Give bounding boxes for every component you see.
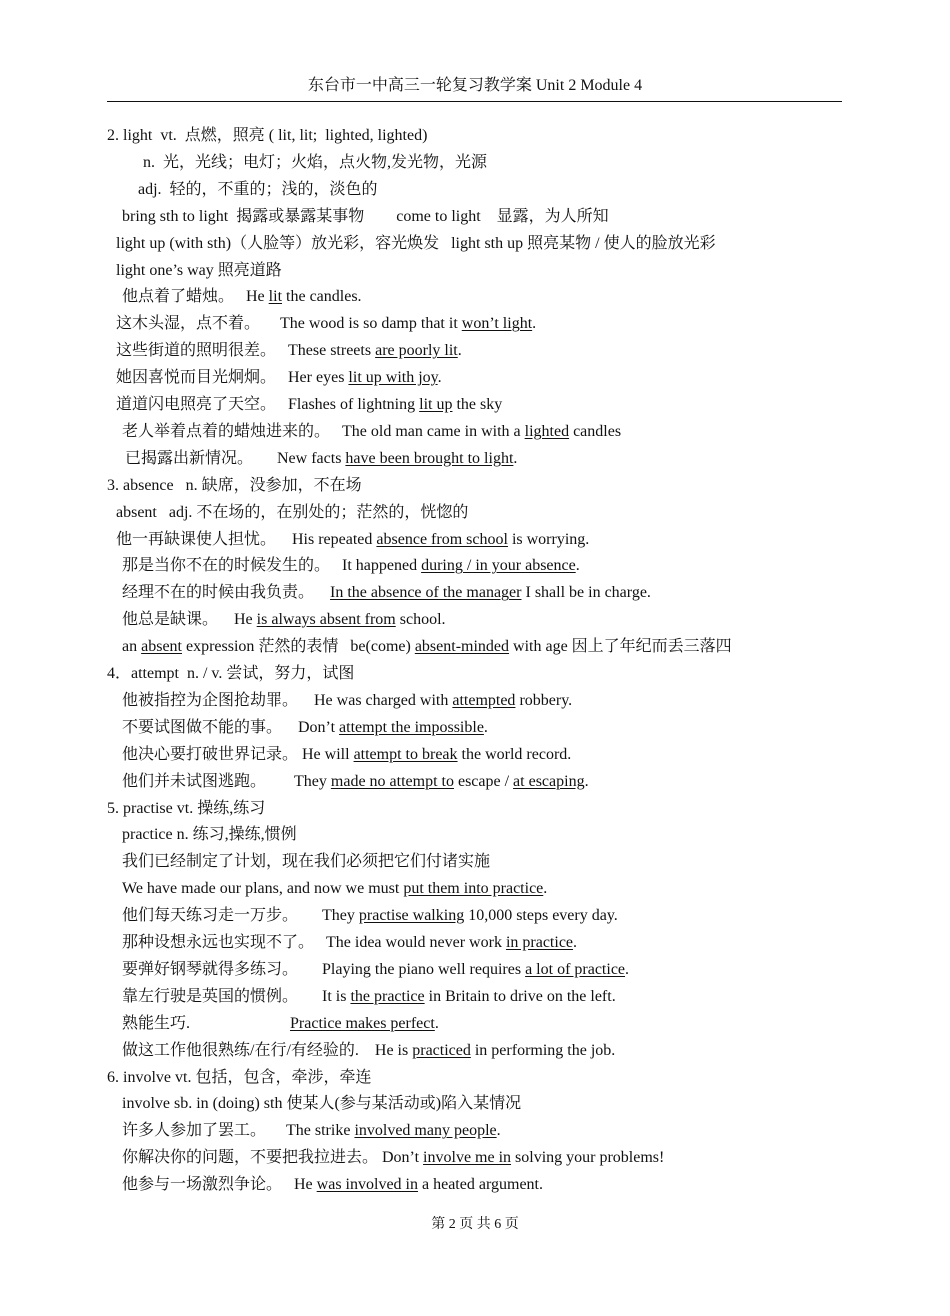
- text-line: [107, 799, 265, 819]
- text-run: a heated argument.: [418, 1176, 543, 1194]
- text-run: .: [437, 369, 442, 387]
- underlined-phrase: Practice makes perfect: [290, 1014, 435, 1032]
- underlined-phrase: put them into practice: [403, 880, 544, 898]
- text-run: 我们已经制定了计划，现在我们必须把它们付诸实施: [122, 853, 491, 871]
- text-run: practice n. 练习,操练,惯例: [122, 826, 297, 844]
- underlined-phrase: during / in your absence: [421, 557, 576, 575]
- text-line: [122, 691, 572, 711]
- text-line: [116, 314, 536, 334]
- text-line: [122, 852, 490, 872]
- underlined-phrase: made no attempt to: [330, 772, 454, 790]
- text-run: in Britain to drive on the left.: [424, 987, 616, 1005]
- text-run: solving your problems!: [511, 1149, 665, 1167]
- underlined-phrase: absent-minded: [414, 638, 510, 656]
- text-run: 2. light vt. 点燃，照亮 ( lit, lit; lighted, lighted): [107, 127, 428, 144]
- text-run: candles: [569, 422, 622, 440]
- text-run: 他决心要打破世界记录。 He will: [122, 745, 354, 763]
- underlined-phrase: is always absent from: [256, 611, 396, 629]
- text-run: absent adj. 不在场的，在别处的；茫然的，恍惚的: [116, 503, 469, 521]
- text-run: .: [584, 772, 589, 790]
- text-line: [122, 1175, 543, 1195]
- text-line: [122, 1121, 501, 1141]
- text-run: 那是当你不在的时候发生的。 It happened: [122, 557, 422, 575]
- text-run: an: [122, 638, 142, 656]
- text-line: [125, 449, 517, 469]
- text-line: [122, 556, 580, 576]
- text-run: 他们并未试图逃跑。 They: [122, 772, 331, 790]
- text-run: 这些街道的照明很差。 These streets: [116, 342, 376, 360]
- underlined-phrase: practiced: [412, 1041, 471, 1059]
- text-run: .: [434, 1014, 439, 1032]
- text-run: .: [543, 880, 548, 898]
- text-line: [122, 207, 609, 227]
- text-run: the sky: [452, 396, 503, 413]
- underlined-phrase: In the absence of the manager: [330, 584, 522, 602]
- text-line: [107, 476, 362, 496]
- text-run: .: [513, 449, 518, 467]
- page-number: 第 2 页 共 6 页: [431, 1217, 519, 1232]
- text-run: .: [457, 342, 462, 360]
- underlined-phrase: attempt to break: [353, 745, 458, 763]
- text-line: [107, 1068, 371, 1088]
- text-run: 那种设想永远也实现不了。 The idea would never work: [122, 934, 506, 951]
- text-run: 他被指控为企图抢劫罪。 He was charged with: [122, 691, 453, 709]
- text-run: 他们每天练习走一万步。 They: [122, 907, 359, 925]
- text-run: 道道闪电照亮了天空。 Flashes of lightning: [116, 396, 420, 413]
- text-run: school.: [395, 611, 446, 629]
- text-run: robbery.: [515, 691, 573, 709]
- text-run: .: [532, 315, 537, 333]
- text-run: 他参与一场激烈争论。 He: [122, 1176, 317, 1194]
- text-run: bring sth to light 揭露或暴露某事物 come to light 显露，为人所知: [122, 207, 609, 225]
- text-line: [122, 718, 488, 738]
- text-run: 10,000 steps every day.: [464, 907, 618, 925]
- underlined-phrase: absence from school: [376, 530, 508, 548]
- text-line: [122, 583, 651, 603]
- text-run: the candles.: [282, 288, 362, 306]
- underlined-phrase: at escaping: [513, 772, 585, 790]
- text-line: [143, 153, 487, 173]
- text-run: .: [573, 934, 578, 951]
- underlined-phrase: practise walking: [358, 907, 465, 925]
- text-run: light one’s way 照亮道路: [116, 261, 282, 279]
- text-run: .: [496, 1122, 501, 1140]
- text-run: 她因喜悦而目光炯炯。 Her eyes: [116, 369, 349, 387]
- text-run: 他一再缺课使人担忧。 His repeated: [116, 530, 377, 548]
- header-divider: [107, 101, 842, 102]
- text-run: 5. practise vt. 操练,练习: [107, 799, 266, 817]
- underlined-phrase: a lot of practice: [525, 960, 626, 978]
- underlined-phrase: the practice: [350, 987, 425, 1005]
- underlined-phrase: have been brought to light: [345, 449, 514, 467]
- text-run: 4．attempt n. / v. 尝试，努力，试图: [107, 665, 355, 682]
- text-line: [138, 180, 378, 200]
- text-line: [122, 960, 629, 980]
- text-line: [122, 879, 547, 899]
- underlined-phrase: involved many people: [354, 1122, 497, 1140]
- text-run: 不要试图做不能的事。 Don’t: [122, 718, 340, 736]
- text-line: [122, 1041, 615, 1061]
- underlined-phrase: lit up with joy: [348, 369, 438, 387]
- text-run: the world record.: [457, 745, 572, 763]
- underlined-phrase: attempt the impossible: [339, 718, 484, 736]
- text-line: [116, 530, 589, 550]
- text-line: [116, 341, 462, 361]
- text-run: light up (with sth)（人脸等）放光彩，容光焕发 light sth up 照亮某物 / 使人的脸放光彩: [116, 234, 716, 252]
- text-line: [122, 825, 297, 845]
- text-line: [122, 1014, 439, 1034]
- text-run: with age 因上了年纪而丢三落四: [509, 638, 732, 656]
- text-run: 做这工作他很熟练/在行/有经验的. He is: [122, 1041, 413, 1059]
- text-run: is worrying.: [507, 530, 590, 548]
- text-run: 3. absence n. 缺席，没参加，不在场: [107, 476, 362, 494]
- text-line: [116, 261, 282, 281]
- text-run: 熟能生巧.: [122, 1014, 291, 1032]
- underlined-phrase: won’t light: [461, 315, 533, 333]
- text-run: escape /: [453, 772, 514, 790]
- text-run: 6. involve vt. 包括，包含，牵涉，牵连: [107, 1068, 372, 1086]
- text-run: We have made our plans, and now we must: [122, 880, 404, 898]
- text-line: [116, 368, 442, 388]
- text-run: n. 光，光线；电灯；火焰，点火物,发光物，光源: [143, 153, 488, 171]
- text-run: 他点着了蜡烛。 He: [122, 288, 269, 306]
- text-line: [116, 503, 468, 523]
- text-run: 这木头湿，点不着。 The wood is so damp that it: [116, 315, 462, 333]
- text-line: [122, 637, 732, 657]
- text-run: 他总是缺课。 He: [122, 611, 257, 629]
- text-run: 靠左行驶是英国的惯例。 It is: [122, 987, 351, 1005]
- underlined-phrase: in practice: [505, 934, 574, 951]
- text-line: [116, 234, 716, 254]
- text-run: 你解决你的问题，不要把我拉进去。 Don’t: [122, 1149, 424, 1167]
- text-line: [116, 395, 502, 415]
- text-line: [122, 422, 621, 442]
- text-line: [122, 745, 571, 765]
- text-run: .: [483, 718, 488, 736]
- underlined-phrase: was involved in: [316, 1176, 418, 1194]
- underlined-phrase: lit: [268, 288, 283, 306]
- text-line: [122, 610, 446, 630]
- text-line: [122, 933, 577, 953]
- text-run: .: [625, 960, 630, 978]
- text-line: [122, 1148, 664, 1168]
- text-line: [122, 906, 618, 926]
- text-line: [122, 772, 589, 792]
- underlined-phrase: involve me in: [423, 1149, 512, 1167]
- text-line: [107, 126, 427, 146]
- text-run: in performing the job.: [470, 1041, 616, 1059]
- text-run: I shall be in charge.: [521, 584, 651, 602]
- text-line: [122, 987, 616, 1007]
- text-line: [122, 1094, 521, 1114]
- underlined-phrase: lit up: [419, 396, 453, 413]
- text-line: [122, 287, 362, 307]
- text-run: 许多人参加了罢工。 The strike: [122, 1122, 355, 1140]
- page-header-title: 东台市一中高三一轮复习教学案 Unit 2 Module 4: [307, 77, 643, 94]
- underlined-phrase: lighted: [524, 422, 570, 440]
- underlined-phrase: absent: [141, 638, 182, 656]
- text-run: 经理不在的时候由我负责。: [122, 584, 331, 602]
- text-run: expression 茫然的表情 be(come): [181, 638, 415, 656]
- text-run: 老人举着点着的蜡烛进来的。 The old man came in with a: [122, 422, 525, 440]
- text-run: adj. 轻的，不重的；浅的，淡色的: [138, 180, 378, 198]
- underlined-phrase: are poorly lit: [375, 342, 458, 360]
- text-line: [107, 664, 354, 684]
- text-run: .: [575, 557, 580, 575]
- underlined-phrase: attempted: [452, 691, 516, 709]
- text-run: 要弹好钢琴就得多练习。 Playing the piano well requires: [122, 960, 526, 978]
- text-run: involve sb. in (doing) sth 使某人(参与某活动或)陷入某情况: [122, 1095, 522, 1113]
- text-run: 已揭露出新情况。 New facts: [125, 449, 346, 467]
